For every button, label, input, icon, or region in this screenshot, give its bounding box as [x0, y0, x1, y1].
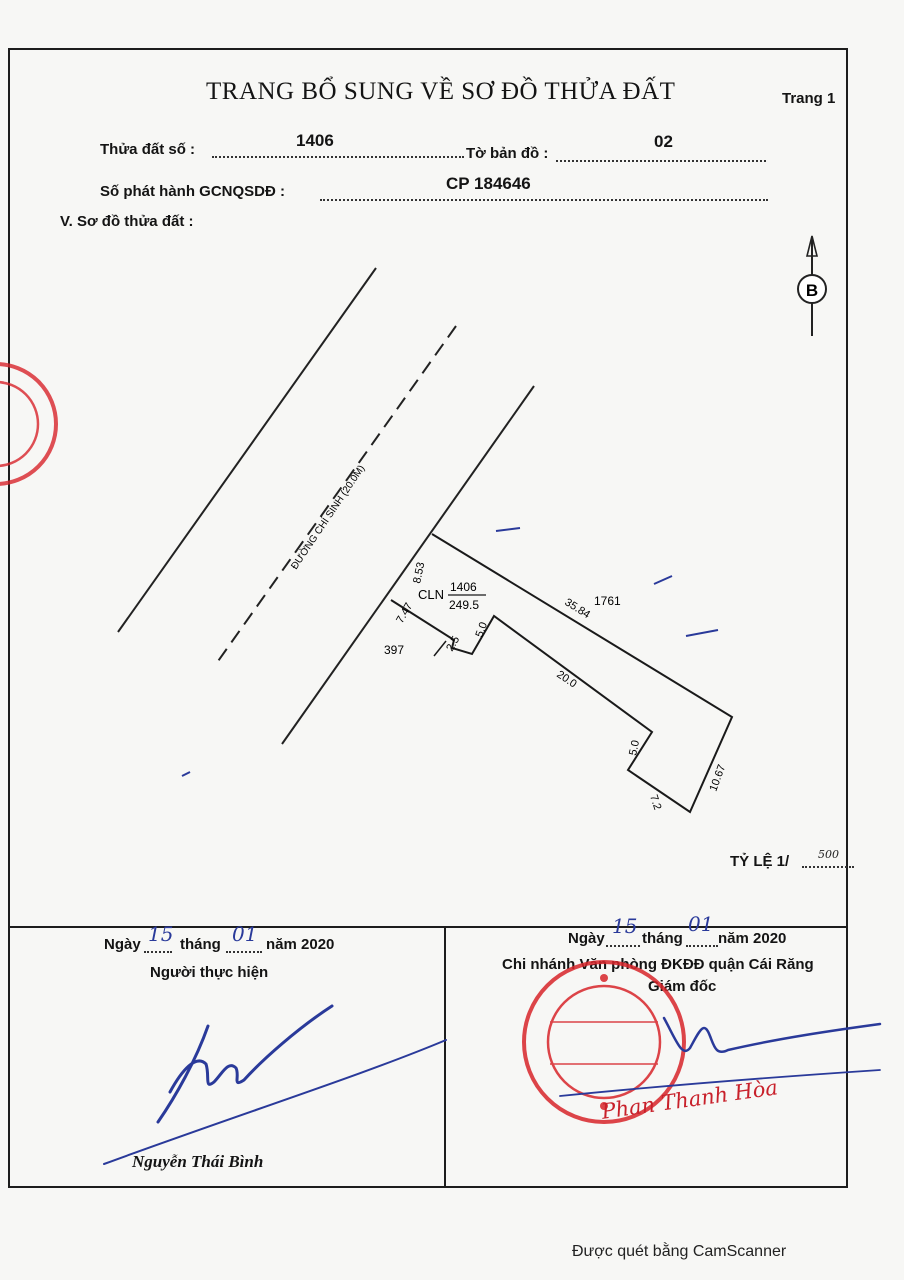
- parcel-area: 249.5: [449, 598, 480, 612]
- right-date-year: năm 2020: [718, 930, 787, 947]
- dimension-notch-depth: 2.5: [444, 634, 463, 654]
- page-number: Trang 1: [782, 90, 836, 107]
- parcel-code: CLN: [418, 587, 445, 602]
- left-signer-name: Nguyễn Thái Bình: [132, 1152, 264, 1171]
- certificate-label: Số phát hành GCNQSDĐ :: [100, 183, 285, 200]
- dimension-front: 8.53: [411, 561, 428, 585]
- section-heading: V. Sơ đồ thửa đất :: [60, 213, 194, 230]
- right-signer-role: Giám đốc: [648, 978, 717, 995]
- parcel-number-label: Thửa đất số :: [100, 141, 196, 158]
- partial-seal-icon: [0, 340, 70, 510]
- scale-label: TỶ LỆ 1/: [730, 853, 790, 870]
- north-label: B: [805, 281, 819, 300]
- left-date-month-label: tháng: [180, 936, 221, 953]
- map-sheet-label: Tờ bản đồ :: [466, 145, 549, 162]
- map-sheet-value: 02: [654, 132, 673, 151]
- scanner-watermark: Được quét bằng CamScanner: [572, 1243, 787, 1260]
- page-title: TRANG BỔ SUNG VỀ SƠ ĐỒ THỬA ĐẤT: [206, 78, 676, 105]
- left-date-month: 01: [232, 922, 258, 946]
- dimension-back-right: 10.67: [707, 763, 729, 794]
- dimension-back-width: 7.2: [647, 793, 664, 812]
- left-date-year: năm 2020: [266, 936, 335, 953]
- road-label: ĐƯỜNG CHÍ SINH (20.0M): [289, 463, 368, 572]
- scale-value: 500: [818, 848, 839, 861]
- right-date-month-label: tháng: [642, 930, 683, 947]
- dimension-long-side: 35.84: [562, 596, 593, 622]
- neighbor-397: 397: [384, 643, 405, 657]
- right-signer-office: Chi nhánh Văn phòng ĐKĐĐ quận Cái Răng: [502, 956, 814, 973]
- parcel-number-value: 1406: [296, 131, 334, 150]
- right-date-month: 01: [688, 912, 714, 936]
- right-date-day: 15: [612, 914, 638, 938]
- parcel-number: 1406: [450, 580, 477, 594]
- certificate-value: CP 184646: [446, 174, 531, 193]
- left-signer-role: Người thực hiện: [150, 964, 269, 981]
- dimension-side-left: 7.47: [394, 600, 416, 626]
- dimension-inner-length: 20.0: [554, 668, 579, 691]
- right-signer-name: Phan Thanh Hòa: [600, 1075, 780, 1124]
- left-date-day-label: Ngày: [104, 936, 141, 953]
- dimension-back-step: 5.0: [627, 739, 643, 757]
- neighbor-1761: 1761: [594, 594, 621, 608]
- right-date-day-label: Ngày: [568, 930, 605, 947]
- left-date-day: 15: [148, 922, 174, 946]
- dimension-notch-width: 5.0: [473, 620, 491, 640]
